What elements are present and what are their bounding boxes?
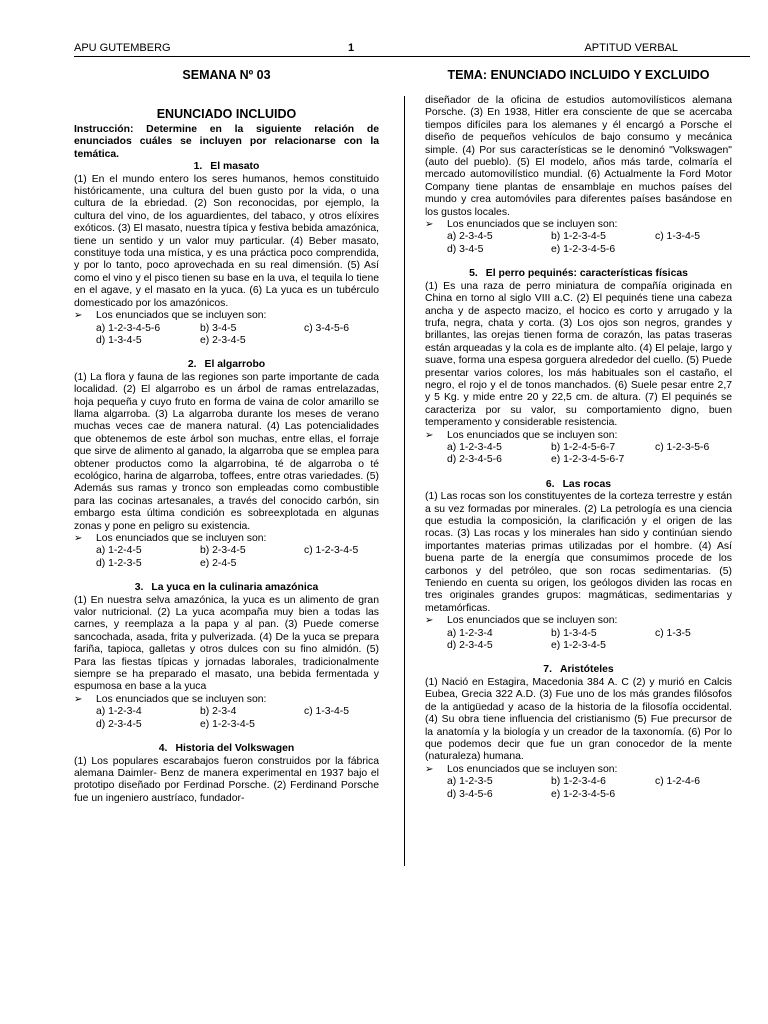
question: ➢ Los enunciados que se incluyen son: [74,533,267,544]
arrow-bullet-icon: ➢ [425,429,434,441]
section-title: 6. Las rocas [545,478,612,490]
section-text: (1) En nuestra selva amazónica, la yuca es un alimento de gran valor nutricional. (2) La yuca acompaña muy bien a todas las carnes, y reemplaza a la papa y al pan. (3) Puede comerse sancochada, asada, frita y pulverizada. (4) De la yuca se prepara fariña, tapioca, galletas y otros dulces con su fino almidón. (5) Para las fiestas típicas y jornadas laborales, tradicionalmente siempre se ha preparado el masato, una bebida fermentada y espumosa en base a la yuca [74,594,379,693]
option: d) 1-2-3-5 [96,557,142,569]
question: ➢ Los enunciados que se incluyen son: [425,615,618,627]
option: c) 3-4-5-6 [304,322,350,334]
column-divider [404,96,405,866]
section-title: 5. El perro pequinés: características físicas [469,268,688,280]
arrow-bullet-icon: ➢ [425,219,434,231]
section-title: 3. La yuca en la culinaria amazónica [134,582,319,594]
arrow-bullet-icon: ➢ [425,763,434,775]
option: a) 1-2-3-5 [447,776,493,788]
arrow-bullet-icon: ➢ [74,310,83,322]
question: ➢ Los enunciados que se incluyen son: [74,310,267,322]
answer-options [74,323,379,348]
section-text: diseñador de la oficina de estudios automovilísticos alemana Porsche. (3) En 1938, Hitler era consciente de que se acercaba tiempos difíciles para los alemanes y él encargó a Porsche el diseño de pequeños vehículos de bajo consumo y mecánica simple. (4) Por sus características se le denominó "Volkswagen" (auto del pueblo). (5) El modelo, años más tarde, colmaría el mercado automovilístico mundial. (6) Actualmente la Ford Motor Company tiene plantas de ensamblaje en muchos países del mundo y crea automóviles para diferentes países basándose en los gustos locales. [425,95,732,218]
option: d) 2-3-4-5 [447,640,493,652]
option: e) 1-2-3-4-5 [200,718,255,730]
option: c) 1-3-4-5 [655,231,701,243]
option: b) 1-2-4-5-6-7 [551,441,616,453]
option: d) 3-4-5-6 [447,788,493,800]
answer-options [74,706,379,731]
option: b) 3-4-5 [200,322,237,334]
option: d) 3-4-5 [447,243,484,255]
option: b) 1-2-3-4-5 [551,231,606,243]
right-column [425,68,732,801]
option: a) 2-3-4-5 [447,231,493,243]
option: a) 1-2-4-5 [96,545,142,557]
answer-options [425,231,732,256]
option: b) 1-3-4-5 [551,627,597,639]
answer-options [74,545,379,570]
arrow-bullet-icon: ➢ [425,615,434,627]
section-title: 2. El algarrobo [187,359,266,371]
option: d) 2-3-4-5 [96,718,142,730]
option: e) 1-2-3-4-5-6-7 [551,454,625,466]
option: d) 2-3-4-5-6 [447,454,502,466]
header-subject: APTITUD VERBAL [584,42,678,54]
option: e) 2-4-5 [200,557,237,569]
option: a) 1-2-3-4-5 [447,441,502,453]
answer-options [425,442,732,467]
option: c) 1-2-4-6 [655,776,701,788]
question: ➢ Los enunciados que se incluyen son: [74,693,267,705]
answer-options [425,776,732,801]
header-institution: APU GUTEMBERG [74,42,171,54]
option: a) 1-2-3-4 [447,627,493,639]
question: ➢ Los enunciados que se incluyen son: [425,429,618,441]
option: c) 1-2-3-4-5 [304,545,359,557]
option: e) 1-2-3-4-5 [551,640,606,652]
answer-options [425,628,732,653]
section-title: 1. El masato [193,161,260,173]
week-title: SEMANA Nº 03 [182,68,271,82]
option: a) 1-2-3-4-5-6 [96,322,161,334]
section-text: (1) Es una raza de perro miniatura de compañía originada en China en torno al siglo VIII a.C. (2) El pequinés tiene una cabeza ancha y de aspecto macizo, el hocico es corto y arrugado y la trufa, negra, chata y corta. (3) Los ojos son negros, grandes y brillantes, las orejas tienen forma de corazón, las patas traseras están arqueadas y la cola es de implante alto. (4) El pelaje, largo y suave, forma una espesa gorguera alrededor del cuello. (5) Puede presentar varios colores, los más habituales son el castaño, el negro, el rojo y el de tonos manchados. (6) Suele pesar entre 2,7 y 5 Kg. y mide entre 20 y 22,5 cm. de altura. (7) El pequinés se caracteriza por su valor, su comportamiento digno, buen temperamento y considerable resistencia. [425,280,732,429]
section-text: (1) Las rocas son los constituyentes de la corteza terrestre y están a su vez formadas por minerales. (2) La petrología es una ciencia que estudia la composición, la clarificación y el origen de las rocas. (3) Las rocas y los minerales han sido y continúan siendo importantes materias primas utilizadas por el hombre. (4) Así buena parte de la energía que consumimos procede de los carbonos y del petróleo, que son rocas sedimentarias. (5) Teniendo en cuenta su origen, los geólogos dividen las rocas en tres originales grandes grupos: magmáticas, sedimentarias y metamórficas. [425,491,732,614]
question: ➢ Los enunciados que se incluyen son: [425,763,618,775]
instruction: Instrucción: Determine en la siguiente relación de enunciados cuáles se incluyen por relacionarse con la temática. [74,124,379,160]
option: e) 1-2-3-4-5-6 [551,243,616,255]
arrow-bullet-icon: ➢ [74,533,83,544]
question: ➢ Los enunciados que se incluyen son: [425,219,618,231]
option: a) 1-2-3-4 [96,706,142,718]
left-column [74,68,379,805]
section-title: 7. Aristóteles [543,664,614,676]
option: c) 1-2-3-5-6 [655,441,710,453]
option: b) 2-3-4 [200,706,237,718]
option: b) 2-3-4-5 [200,545,246,557]
section-text: (1) En el mundo entero los seres humanos, hemos constituido históricamente, una cultura del buen gusto por la vida, o una cultura de la ebriedad. (2) Son reconocidas, por ejemplo, la cultura del vino, de los aguardientes, del tabaco, y otros elíxires exóticos. (3) El masato, nuestra típica y festiva bebida amazónica, tiene un sentido y un valor muy particular. (4) Beber masato, constituye toda una mística, y es una práctica poco comprendida, y por lo tanto, poco aprovechada en su real dimensión. (5) Así como el vino y el pisco tienen su base en la uva, el tequila lo tiene en el agave, y el masato en la yuca. (6) La yuca es un tubérculo domesticado por los amazónicos. [74,173,379,309]
section-text: (1) Los populares escarabajos fueron construidos por la fábrica alemana Daimler- Benz de manera experimental en 1937 bajo el prototipo diseñado por Ferdinad Porsche. (2) Ferdinand Porsche fue un ingeniero austríaco, fundador- [74,755,379,804]
topic-title: TEMA: ENUNCIADO INCLUIDO Y EXCLUIDO [447,68,710,82]
section-text: (1) Nació en Estagira, Macedonia 384 A. C (2) y murió en Calcis Eubea, Grecia 322 A.D. (3) Fue uno de los más grandes filósofos de la antigüedad y acaso de la historia de la filosofía occidental. (4) Su obra tiene influencia del cristianismo (5) Fue precursor de la anatomía y la biología y un creador de la taxonomía. (6) Por lo que podemos decir que fue un gran conocedor de la mente (naturaleza) humana. [425,676,732,763]
option: c) 1-3-4-5 [304,706,350,718]
header-page-number: 1 [348,42,355,54]
arrow-bullet-icon: ➢ [74,693,83,705]
header-rule [74,56,750,57]
section-text: (1) La flora y fauna de las regiones son parte importante de cada localidad. (2) El algarrobo es un árbol de ramas entrelazadas, hoja pequeña y cuyo fruto en forma de vaina de color amarillo se llama algarroba. (3) La algarroba durante los meses de verano muchas veces cae de manera natural. (4) Las potencialidades que obtenemos de este árbol son muchas, entre ellas, el forraje que sirve de alimento al ganado, la algarroba que se emplea para obtener productos como la algarrobina, té de algarroba o té ecológico, harina de algarroba, toffees, entre otras variedades. (5) Además sus ramas y tronco son empleadas como combustible para las cocinas artesanales, a través del conocido carbón, sin embargo esta última condición es sobreexplotada en algunas zonas y pone en peligro su existencia. [74,371,379,532]
option: e) 2-3-4-5 [200,334,246,346]
option: b) 1-2-3-4-6 [551,776,606,788]
option: e) 1-2-3-4-5-6 [551,788,616,800]
option: c) 1-3-5 [655,627,691,639]
section-title: 4. Historia del Volkswagen [158,743,295,755]
section-heading: ENUNCIADO INCLUIDO [156,107,297,121]
option: d) 1-3-4-5 [96,334,142,346]
